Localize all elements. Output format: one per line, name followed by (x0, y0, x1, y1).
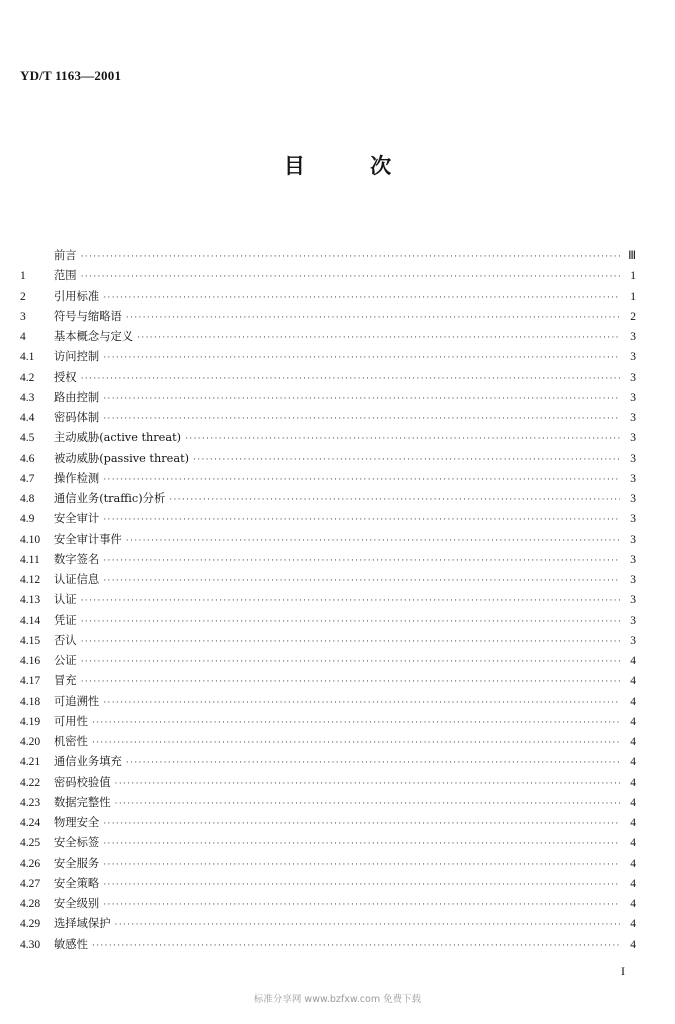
toc-entry (20, 369, 636, 389)
toc-entry-number: 2 (20, 290, 26, 303)
toc-dot-leader (115, 778, 621, 788)
toc-entry (20, 794, 636, 814)
toc-entry-label: 密码校验值 (54, 775, 111, 789)
toc-entry-label: 安全审计事件 (54, 532, 122, 546)
toc-entry (20, 855, 636, 875)
toc-dot-leader (92, 737, 620, 747)
toc-entry-number: 4.3 (20, 391, 35, 404)
toc-entry-page: 4 (630, 655, 636, 667)
toc-dot-leader (103, 352, 620, 362)
toc-entry (20, 551, 636, 571)
toc-entry (20, 389, 636, 409)
toc-entry-label: 安全策略 (54, 876, 100, 890)
toc-entry (20, 409, 636, 429)
toc-entry (20, 429, 636, 449)
toc-dot-leader (92, 717, 620, 727)
toc-entry-page: 4 (630, 756, 636, 769)
toc-entry-label: 认证 (54, 593, 77, 607)
toc-dot-leader (103, 555, 620, 565)
toc-entry (20, 531, 636, 551)
toc-entry-page: 1 (630, 270, 636, 283)
toc-entry-label: 机密性 (54, 735, 88, 748)
toc-entry-label: 安全标签 (54, 836, 100, 850)
toc-entry-page: 4 (630, 736, 636, 748)
toc-entry-label: 安全审计 (54, 512, 100, 526)
toc-dot-leader (81, 656, 620, 666)
toc-entry-number: 4.11 (20, 553, 40, 566)
toc-dot-leader (81, 251, 620, 261)
toc-dot-leader (126, 757, 620, 767)
toc-dot-leader (185, 433, 620, 443)
toc-dot-leader (103, 859, 620, 869)
page-title: 目 次 (283, 153, 392, 178)
toc-entry (20, 774, 636, 794)
toc-entry-page: 4 (630, 817, 636, 829)
toc-entry-number: 4.5 (20, 432, 35, 445)
toc-entry-page: 1 (630, 290, 636, 303)
toc-dot-leader (137, 332, 620, 342)
toc-entry (20, 450, 636, 470)
toc-entry-number: 4.23 (20, 796, 41, 809)
toc-dot-leader (103, 474, 620, 484)
toc-dot-leader (103, 899, 620, 909)
toc-entry-label: 密码体制 (54, 411, 100, 424)
toc-entry-label: 数据完整性 (54, 795, 111, 809)
toc-entry-page: 3 (630, 391, 636, 404)
toc-dot-leader (92, 940, 620, 950)
toc-dot-leader (103, 697, 620, 707)
toc-entry-number: 4.25 (20, 837, 41, 850)
toc-entry-number: 4.9 (20, 513, 35, 526)
toc-entry-number: 4.6 (20, 452, 35, 465)
toc-dot-leader (103, 575, 620, 585)
toc-dot-leader (81, 595, 620, 605)
toc-entry-number: 4 (20, 331, 26, 343)
toc-entry-page: 2 (630, 310, 636, 323)
toc-entry-label: 主动威胁(active threat) (54, 431, 182, 445)
toc-entry-page: 3 (630, 553, 636, 566)
toc-dot-leader (103, 879, 620, 889)
toc-entry-page: 4 (630, 837, 636, 850)
toc-entry-number: 4.22 (20, 776, 41, 789)
toc-entry (20, 470, 636, 490)
page-number: I (621, 964, 625, 978)
toc-entry-page: 3 (630, 331, 636, 343)
toc-dot-leader (126, 535, 620, 545)
toc-entry-page: 4 (630, 695, 636, 708)
toc-entry-label: 访问控制 (54, 350, 100, 364)
toc-entry-number: 4.14 (20, 614, 41, 627)
toc-entry (20, 652, 636, 672)
toc-entry-number: 4.19 (20, 715, 41, 728)
toc-entry-label: 符号与缩略语 (54, 309, 122, 323)
toc-entry-number: 4.26 (20, 857, 41, 870)
toc-entry-number: 4.27 (20, 877, 41, 890)
toc-entry (20, 247, 636, 267)
toc-entry-number: 4.21 (20, 756, 41, 769)
toc-entry (20, 510, 636, 530)
toc-entry-page: 4 (630, 877, 636, 890)
toc-entry (20, 814, 636, 834)
toc-entry-number: 4.17 (20, 675, 41, 688)
toc-dot-leader (169, 494, 620, 504)
toc-dot-leader (103, 393, 620, 403)
toc-entry-page: 4 (630, 796, 636, 809)
toc-entry-page: 4 (630, 776, 636, 789)
toc-entry-page: 4 (630, 938, 636, 951)
toc-dot-leader (103, 413, 620, 423)
toc-entry-label: 凭证 (54, 613, 77, 627)
toc-entry (20, 936, 636, 956)
toc-entry-number: 4.15 (20, 634, 41, 647)
toc-entry (20, 612, 636, 632)
toc-entry-label: 基本概念与定义 (54, 330, 134, 343)
toc-entry-label: 通信业务填充 (54, 755, 122, 769)
toc-entry (20, 571, 636, 591)
toc-entry-page: 3 (630, 574, 636, 586)
standard-code: YD/T 1163—2001 (20, 68, 122, 83)
toc-entry-page: 4 (630, 715, 636, 728)
toc-entry-number: 4.10 (20, 533, 41, 546)
toc-entry-page: 4 (630, 918, 636, 931)
toc-entry-label: 授权 (54, 370, 77, 384)
toc-entry-label: 路由控制 (54, 390, 100, 404)
toc-entry-page: 3 (630, 371, 636, 384)
toc-entry-page: 3 (630, 493, 636, 505)
toc-entry-number: 4.16 (20, 655, 41, 667)
toc-entry-page: 4 (630, 675, 636, 688)
toc-entry-label: 可用性 (54, 714, 88, 728)
toc-entry-number: 4.20 (20, 736, 41, 748)
toc-entry-label: 前言 (54, 249, 77, 262)
toc-dot-leader (103, 292, 620, 302)
toc-entry-number: 4.1 (20, 351, 35, 364)
toc-dot-leader (193, 454, 620, 464)
toc-entry-number: 4.29 (20, 918, 41, 931)
toc-entry-label: 敏感性 (54, 937, 88, 951)
toc-entry (20, 693, 636, 713)
toc-entry-page: 3 (630, 634, 636, 647)
toc-entry (20, 328, 636, 348)
toc-entry-label: 安全级别 (54, 897, 100, 910)
toc-entry-number: 4.24 (20, 817, 41, 829)
toc-entry-page: 3 (630, 472, 636, 485)
toc-entry-number: 4.13 (20, 594, 41, 607)
toc-entry (20, 591, 636, 611)
toc-dot-leader (81, 676, 620, 686)
toc-dot-leader (115, 798, 621, 808)
toc-entry-page: 3 (630, 351, 636, 364)
toc-entry-number: 1 (20, 270, 26, 283)
toc-dot-leader (81, 616, 620, 626)
table-of-contents (20, 247, 636, 956)
toc-entry (20, 267, 636, 287)
toc-entry-number: 4.30 (20, 938, 41, 951)
toc-entry-page: 4 (630, 857, 636, 870)
toc-entry-label: 操作检测 (54, 471, 100, 485)
toc-entry-label: 安全服务 (54, 856, 100, 870)
toc-entry-label: 范围 (54, 269, 77, 283)
toc-dot-leader (103, 514, 620, 524)
toc-entry-label: 可追溯性 (54, 694, 100, 708)
toc-entry (20, 308, 636, 328)
toc-entry (20, 753, 636, 773)
toc-entry-label: 冒充 (54, 674, 77, 688)
toc-entry-number: 3 (20, 310, 26, 323)
watermark-text: 标准分享网 www.bzfxw.com 免费下载 (253, 994, 422, 1005)
toc-dot-leader (115, 919, 621, 929)
toc-entry-page: 3 (630, 533, 636, 546)
toc-entry (20, 895, 636, 915)
toc-entry-page: 4 (630, 898, 636, 910)
toc-entry (20, 672, 636, 692)
toc-entry (20, 490, 636, 510)
toc-dot-leader (103, 838, 620, 848)
toc-entry (20, 288, 636, 308)
toc-entry-page: 3 (630, 432, 636, 445)
toc-dot-leader (126, 312, 620, 322)
toc-dot-leader (81, 271, 620, 281)
toc-entry-label: 引用标准 (54, 289, 100, 303)
toc-dot-leader (81, 373, 620, 383)
toc-entry-page: 3 (630, 513, 636, 526)
toc-entry (20, 915, 636, 935)
toc-entry-label: 物理安全 (54, 816, 100, 829)
toc-entry-number: 4.28 (20, 898, 41, 910)
toc-entry-label: 通信业务(traffic)分析 (54, 492, 166, 505)
toc-entry-number: 4.4 (20, 412, 35, 424)
toc-entry-label: 认证信息 (54, 573, 100, 586)
toc-entry-page: Ⅲ (628, 250, 636, 262)
toc-entry-number: 4.8 (20, 493, 35, 505)
toc-entry-page: 3 (630, 614, 636, 627)
toc-entry-page: 3 (630, 594, 636, 607)
toc-entry-number: 4.18 (20, 695, 41, 708)
toc-entry-label: 否认 (54, 633, 77, 647)
toc-entry (20, 834, 636, 854)
toc-entry-label: 选择域保护 (54, 917, 111, 931)
toc-entry-label: 公证 (54, 654, 77, 667)
toc-entry (20, 348, 636, 368)
toc-entry-number: 4.12 (20, 574, 41, 586)
toc-entry-number: 4.7 (20, 472, 35, 485)
toc-entry (20, 632, 636, 652)
toc-entry (20, 733, 636, 753)
toc-entry (20, 713, 636, 733)
toc-entry-label: 数字签名 (54, 552, 100, 566)
toc-entry-number: 4.2 (20, 371, 35, 384)
toc-dot-leader (81, 636, 620, 646)
toc-dot-leader (103, 818, 620, 828)
toc-entry-page: 3 (630, 412, 636, 424)
toc-entry-label: 被动威胁(passive threat) (54, 451, 190, 465)
toc-entry-page: 3 (630, 452, 636, 465)
toc-entry (20, 875, 636, 895)
